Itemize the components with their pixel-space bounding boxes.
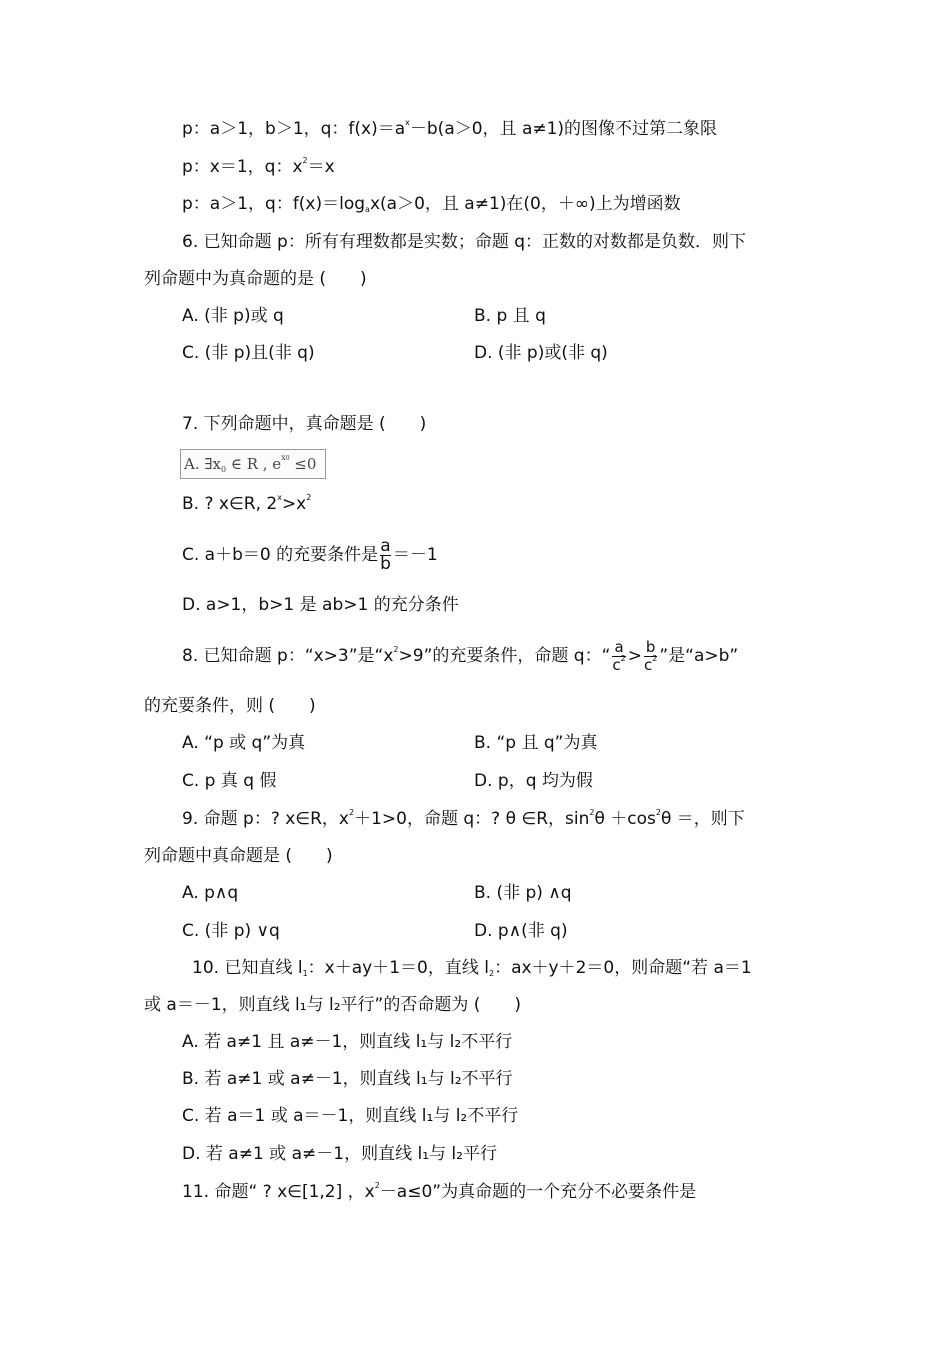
q8-greater-sign: > <box>627 646 642 666</box>
q8-frac-b-exp: 2 <box>652 653 658 663</box>
q9-option-c: C. (非 p) ∨q <box>182 921 280 941</box>
q5-b-text-1: p：a＞1，b＞1，q：f(x)＝a <box>182 119 406 139</box>
q5-option-d <box>182 193 681 215</box>
q9-exp-1: 2 <box>349 808 355 817</box>
q7-c-text-1: C. a＋b＝0 的充要条件是 <box>182 545 379 565</box>
q8-fraction-a <box>612 639 625 674</box>
q7-b-exp-1: x <box>277 493 282 502</box>
q11-text-2: －a≤0”为真命题的一个充分不必要条件是 <box>379 1182 697 1202</box>
q7-stem: 7. 下列命题中，真命题是 ( ) <box>182 414 427 434</box>
q5-c-exponent: 2 <box>302 156 308 165</box>
q8-fraction-b <box>644 639 657 674</box>
q5-c-text-2: ＝x <box>307 157 335 177</box>
q7-a-exp-base: x <box>281 453 286 462</box>
q10-option-a: A. 若 a≠1 且 a≠－1，则直线 l₁与 l₂不平行 <box>182 1032 513 1052</box>
q9-exp-3: 2 <box>655 808 661 817</box>
q8-text-1: 8. 已知命题 p：“x>3”是“x <box>182 646 394 666</box>
q11-stem <box>182 1181 696 1203</box>
q10-stem-line-1 <box>192 957 752 979</box>
q8-stem-line-2: 的充要条件，则 ( ) <box>144 696 316 716</box>
q5-d-text-1: p：a＞1，q：f(x)＝log <box>182 194 366 214</box>
q7-a-text-1: A. ∃x <box>184 455 221 473</box>
q10-option-d: D. 若 a≠1 或 a≠－1，则直线 l₁与 l₂平行 <box>182 1144 497 1164</box>
q5-b-exponent: x <box>405 118 410 127</box>
q5-b-text-2: －b(a＞0，且 a≠1)的图像不过第二象限 <box>409 119 718 139</box>
q9-option-d: D. p∧(非 q) <box>474 921 568 941</box>
q8-option-b: B. “p 且 q”为真 <box>474 733 598 753</box>
q8-frac-b-num: b <box>645 637 656 656</box>
q5-option-b <box>182 118 717 140</box>
q9-text-4: θ ＝，则下 <box>660 809 745 829</box>
q7-a-exponent <box>281 453 289 462</box>
q8-frac-a-exp: 2 <box>620 653 626 663</box>
q6-option-d: D. (非 p)或(非 q) <box>474 343 608 363</box>
q7-a-sub: 0 <box>220 465 227 474</box>
q9-stem-line-2: 列命题中真命题是 ( ) <box>144 846 333 866</box>
q5-d-log-base: a <box>365 205 370 214</box>
q10-stem-line-2: 或 a＝－1，则直线 l₁与 l₂平行”的否命题为 ( ) <box>144 995 521 1015</box>
q10-text-2: ：x＋ay＋1＝0，直线 l <box>307 958 489 978</box>
q7-a-text-2: ∈ R , e <box>226 455 282 473</box>
q8-frac-a-num: a <box>614 637 624 656</box>
q8-frac-a-den: c <box>612 655 621 674</box>
q6-stem-line-2: 列命题中为真命题的是 ( ) <box>144 269 367 289</box>
q10-sub-1: 1 <box>302 969 308 978</box>
q9-option-b: B. (非 p) ∧q <box>474 883 572 903</box>
q6-option-c: C. (非 p)且(非 q) <box>182 343 315 363</box>
q7-option-c <box>182 535 438 575</box>
q9-text-1: 9. 命题 p：? x∈R，x <box>182 809 349 829</box>
q8-frac-b-den: c <box>643 655 653 674</box>
q9-text-2: ＋1>0，命题 q：? θ ∈R，sin <box>354 809 590 829</box>
q7-c-fraction <box>380 535 391 574</box>
q10-sub-2: 2 <box>488 969 495 978</box>
q5-c-text-1: p：x＝1，q：x <box>182 157 303 177</box>
q10-text-3: ：ax＋y＋2＝0，则命题“若 a＝1 <box>494 958 752 978</box>
q7-option-b <box>182 493 311 515</box>
q6-stem-line-1: 6. 已知命题 p：所有有理数都是实数；命题 q：正数的对数都是负数．则下 <box>182 232 747 252</box>
q11-text-1: 11. 命题“ ? x∈[1,2] ，x <box>182 1182 375 1202</box>
q7-c-denominator: b <box>380 553 391 574</box>
q8-option-a: A. “p 或 q”为真 <box>182 733 306 753</box>
q7-c-numerator: a <box>380 535 391 556</box>
q7-b-text-2: >x <box>281 494 307 514</box>
q6-option-b: B. p 且 q <box>474 306 546 326</box>
q8-option-d: D. p，q 均为假 <box>474 771 593 791</box>
q7-a-text-3: ≤0 <box>289 455 317 473</box>
q11-exp: 2 <box>374 1181 380 1190</box>
q7-option-d: D. a>1，b>1 是 ab>1 的充分条件 <box>182 595 459 615</box>
q8-text-2: >9”的充要条件，命题 q：“ <box>398 646 611 666</box>
q9-exp-2: 2 <box>589 808 595 817</box>
q7-option-a-image <box>180 449 326 479</box>
q8-option-c: C. p 真 q 假 <box>182 771 277 791</box>
q7-b-text-1: B. ? x∈R, 2 <box>182 494 278 514</box>
q9-option-a: A. p∧q <box>182 883 239 903</box>
q10-option-c: C. 若 a＝1 或 a＝－1，则直线 l₁与 l₂不平行 <box>182 1106 519 1126</box>
q7-c-text-2: ＝－1 <box>392 545 438 565</box>
q5-option-c <box>182 156 335 178</box>
q9-stem-line-1 <box>182 808 745 830</box>
q9-text-3: θ ＋cos <box>594 809 656 829</box>
q10-option-b: B. 若 a≠1 或 a≠－1，则直线 l₁与 l₂不平行 <box>182 1069 513 1089</box>
q7-b-exp-2: 2 <box>306 493 312 502</box>
q10-text-1: 10. 已知直线 l <box>192 958 303 978</box>
q6-option-a: A. (非 p)或 q <box>182 306 284 326</box>
q8-exp: 2 <box>393 645 399 654</box>
q7-a-exp-sub: 0 <box>285 455 290 462</box>
q8-stem-line-1 <box>182 636 738 676</box>
q8-text-3: ”是“a>b” <box>659 646 739 666</box>
q5-d-text-2: x(a＞0，且 a≠1)在(0，＋∞)上为增函数 <box>369 194 681 214</box>
